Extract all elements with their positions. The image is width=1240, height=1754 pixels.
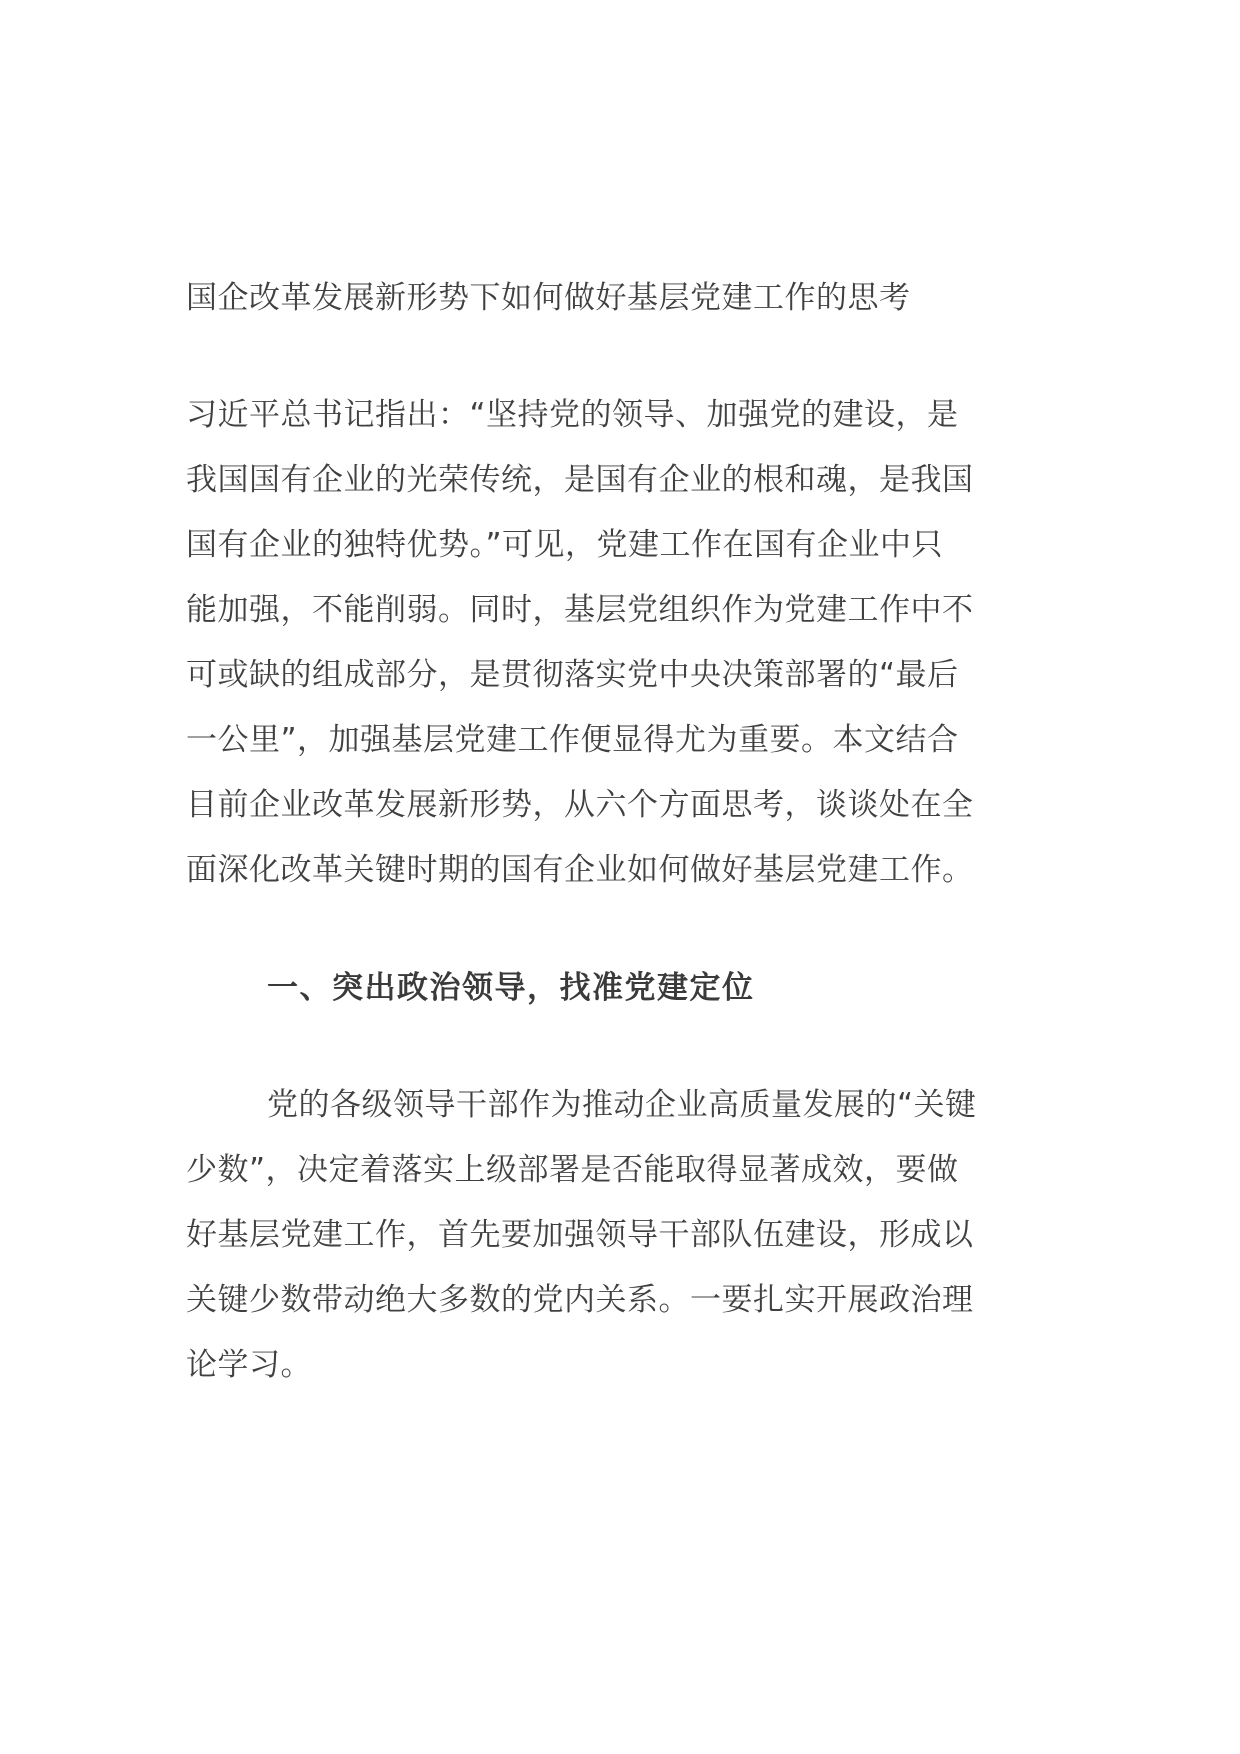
paragraph-line: 少数”，决定着落实上级部署是否能取得显著成效，要做 bbox=[186, 1152, 959, 1188]
paragraph-line: 一公里”，加强基层党建工作便显得尤为重要。本文结合 bbox=[186, 722, 959, 758]
paragraph-line: 好基层党建工作，首先要加强领导干部队伍建设，形成以 bbox=[186, 1217, 974, 1253]
paragraph-line: 习近平总书记指出：“坚持党的领导、加强党的建设，是 bbox=[186, 397, 959, 433]
section-heading: 一、突出政治领导，找准党建定位 bbox=[267, 970, 755, 1006]
paragraph-line: 党的各级领导干部作为推动企业高质量发展的“关键 bbox=[267, 1087, 977, 1123]
paragraph-line: 能加强，不能削弱。同时，基层党组织作为党建工作中不 bbox=[186, 592, 974, 628]
paragraph-line: 面深化改革关键时期的国有企业如何做好基层党建工作。 bbox=[186, 852, 974, 888]
paragraph-line: 我国国有企业的光荣传统，是国有企业的根和魂，是我国 bbox=[186, 462, 974, 498]
paragraph-line: 目前企业改革发展新形势，从六个方面思考，谈谈处在全 bbox=[186, 787, 974, 823]
paragraph-line: 可或缺的组成部分，是贯彻落实党中央决策部署的“最后 bbox=[186, 657, 959, 693]
paragraph-line: 关键少数带动绝大多数的党内关系。一要扎实开展政治理 bbox=[186, 1282, 974, 1318]
paragraph-line: 论学习。 bbox=[186, 1347, 312, 1383]
document-title: 国企改革发展新形势下如何做好基层党建工作的思考 bbox=[186, 280, 911, 316]
paragraph-line: 国有企业的独特优势。”可见，党建工作在国有企业中只 bbox=[186, 527, 944, 563]
